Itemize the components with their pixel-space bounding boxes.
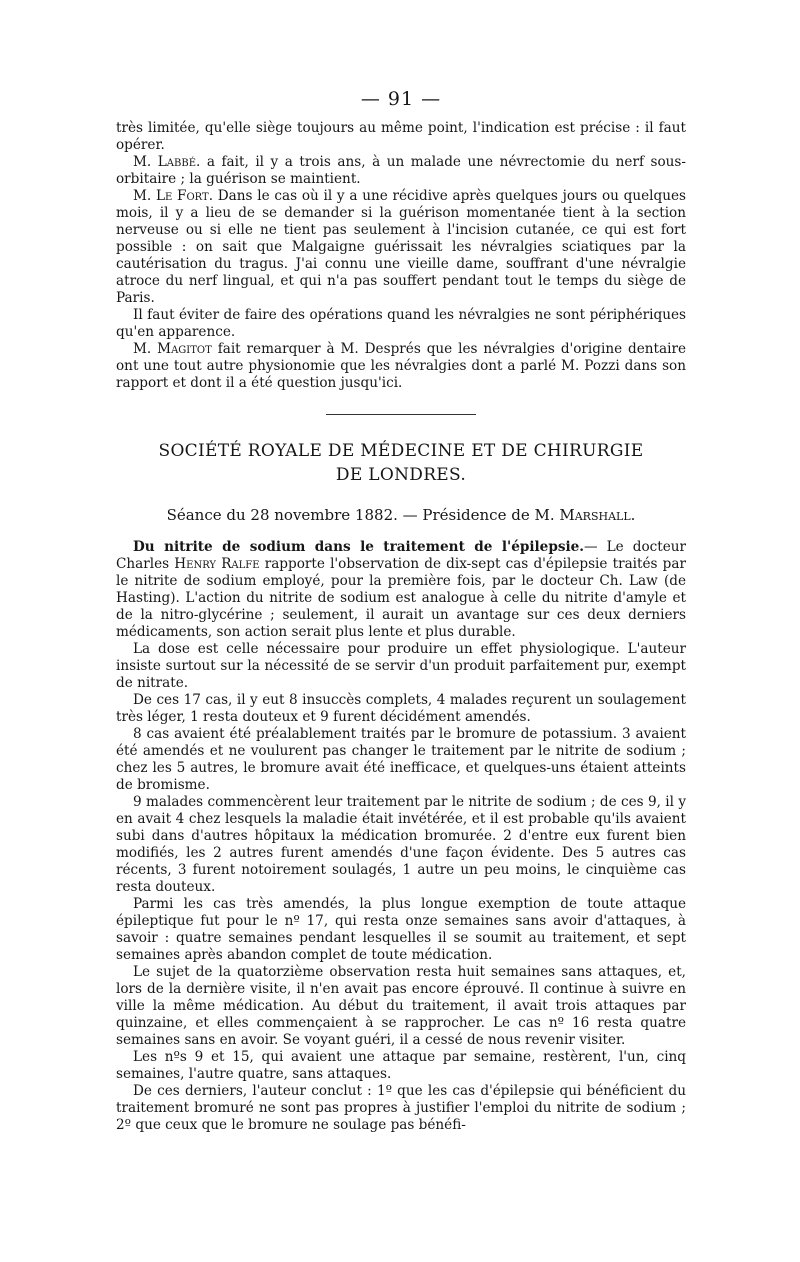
paragraph-dose: La dose est celle nécessaire pour produire un effet physiologique. L'auteur insiste surtout sur la nécessité de se servir d'un produit parfaitement pur, exempt de nitrate.	[116, 641, 686, 691]
speaker-prefix: M.	[133, 341, 158, 357]
section-divider	[326, 414, 476, 415]
paragraph-nine-fifteen: Les nºs 9 et 15, qui avaient une attaque par semaine, restèrent, l'un, cinq semaines, l'autre quatre, sans attaques.	[116, 1049, 686, 1082]
session-line	[116, 505, 686, 525]
society-heading	[116, 439, 686, 487]
article-lead-text-b: rapporte l'observation de dix-sept cas d'épilepsie traités par le nitrite de sodium employé, pour la première fois, par le docteur Ch. Law (de Hasting). L'action du nitrite de sodium est analogue à celle du nitrite d'amyle et de la nitro-glycérine ; seulement, il aurait un avantage sur ces deux derniers médicaments, son action serait plus lente et plus durable.	[116, 556, 686, 640]
paragraph-labbe	[116, 154, 686, 188]
society-title-line1: SOCIÉTÉ ROYALE DE MÉDECINE ET DE CHIRURGIE	[158, 441, 644, 461]
speaker-name-magitot: Magitot	[157, 341, 212, 357]
article-title: Du nitrite de sodium dans le traitement de l'épilepsie.	[133, 539, 585, 555]
speaker-name-lefort: Le Fort	[155, 188, 209, 204]
speaker-name-labbe: Labbé	[157, 154, 197, 170]
paragraph-text: . a fait, il y a trois ans, à un malade une névrectomie du nerf sous-orbitaire ; la guérison se maintient.	[116, 154, 687, 187]
author-name: Henry Ralfe	[174, 556, 260, 572]
society-title-line2: DE LONDRES.	[335, 465, 467, 485]
document-page	[116, 88, 686, 1134]
speaker-prefix: M.	[133, 188, 156, 204]
session-text: Séance du 28 novembre 1882. — Présidence de M.	[166, 506, 560, 524]
paragraph-conclusion: De ces derniers, l'auteur conclut : 1º que les cas d'épilepsie qui bénéficient du traitement bromuré ne sont pas propres à justifier l'emploi du nitrite de sodium ; 2º que ceux que le bromure ne soulage pas bénéfi-	[116, 1083, 686, 1133]
paragraph-lefort	[116, 188, 686, 307]
paragraph-continuation: très limitée, qu'elle siège toujours au même point, l'indication est précise : il faut opérer.	[116, 120, 686, 153]
paragraph-bromure: 8 cas avaient été préalablement traités par le bromure de potassium. 3 avaient été amendés et ne voulurent pas changer le traitement par le nitrite de sodium ; chez les 5 autres, le bromure avait été inefficace, et quelques-uns étaient atteints de bromisme.	[116, 726, 686, 793]
paragraph-text: . Dans le cas où il y a une récidive après quelques jours ou quelques mois, il y a lieu de se demander si la guérison momentanée tient à la section nerveuse ou si elle ne tient pas seulement à l'incision cutanée, ce qui est fort possible : on sait que Malgaigne guérissait les névralgies sciatiques par la cautérisation du tragus. J'ai connu une vieille dame, souffrant d'une névralgie atroce du nerf lingual, et qui n'a pas souffert pendant tout le temps du siège de Paris.	[116, 188, 687, 306]
article-lead-paragraph	[116, 539, 686, 641]
paragraph-fourteenth: Le sujet de la quatorzième observation resta huit semaines sans attaques, et, lors de la dernière visite, il n'en avait pas encore éprouvé. Il continue à suivre en ville la même médication. Au début du traitement, il avait trois attaques par quinzaine, et elles commençaient à se rapprocher. Le cas nº 16 resta quatre semaines sans en avoir. Se voyant guéri, il a cessé de nous revenir visiter.	[116, 964, 686, 1048]
page-number: — 91 —	[360, 88, 442, 110]
speaker-prefix: M.	[133, 154, 158, 170]
paragraph-text: fait remarquer à M. Després que les névralgies d'origine dentaire ont une tout autre physionomie que les névralgies dont a parlé M. Pozzi dans son rapport et dont il a été question jusqu'ici.	[116, 341, 687, 391]
paragraph-results: De ces 17 cas, il y eut 8 insuccès complets, 4 malades reçurent un soulagement très léger, 1 resta douteux et 9 furent décidément amendés.	[116, 692, 686, 725]
article-lead-text-a: — Le docteur Charles	[116, 539, 686, 572]
session-end: .	[630, 506, 636, 524]
paragraph-exemption: Parmi les cas très amendés, la plus longue exemption de toute attaque épileptique fut pour le nº 17, qui resta onze semaines sans avoir d'attaques, à savoir : quatre semaines pendant lesquelles il se soumit au traitement, et sept semaines après abandon complet de toute médication.	[116, 896, 686, 963]
paragraph-nine-patients: 9 malades commencèrent leur traitement par le nitrite de sodium ; de ces 9, il y en avait 4 chez lesquels la maladie était invétérée, et il est probable qu'ils avaient subi dans d'autres hôpitaux la médication bromurée. 2 d'entre eux furent bien modifiés, les 2 autres furent amendés d'une façon évidente. Des 5 autres cas récents, 3 furent notoirement soulagés, 1 autre un peu moins, le cinquième cas resta douteux.	[116, 794, 686, 895]
paragraph-operations: Il faut éviter de faire des opérations quand les névralgies ne sont périphériques qu'en apparence.	[116, 307, 686, 340]
paragraph-magitot	[116, 341, 686, 392]
president-name: Marshall	[559, 506, 631, 524]
